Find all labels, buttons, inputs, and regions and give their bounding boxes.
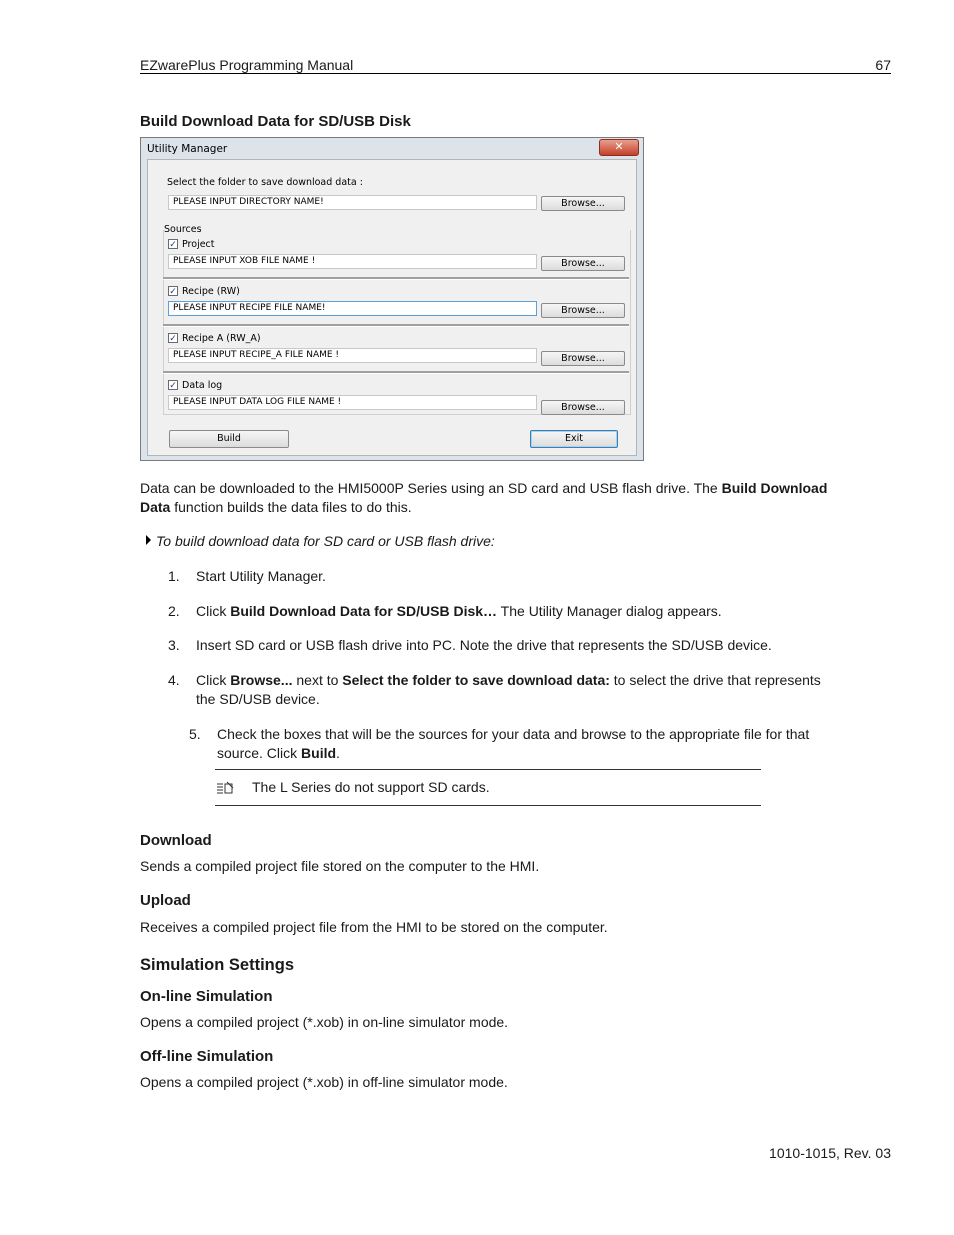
procedure-heading xyxy=(140,532,495,551)
sources-label: Sources xyxy=(164,224,202,235)
separator xyxy=(163,371,629,374)
browse-recipe-a-button[interactable]: Browse... xyxy=(541,351,625,366)
step-text: Insert SD card or USB flash drive into PC. Note the drive that represents the SD/USB device. xyxy=(196,637,772,653)
dialog-body xyxy=(147,159,637,456)
document-title: EZwarePlus Programming Manual xyxy=(140,57,354,73)
close-button[interactable] xyxy=(599,139,639,156)
step-text: Start Utility Manager. xyxy=(196,568,326,584)
intro-text: function builds the data files to do this. xyxy=(170,499,412,515)
step-number: 1. xyxy=(168,568,180,584)
utility-manager-dialog xyxy=(140,137,644,461)
intro-line-2 xyxy=(140,498,840,517)
dialog-title: Utility Manager xyxy=(147,143,228,155)
note-text: The L Series do not support SD cards. xyxy=(252,779,490,795)
project-label: Project xyxy=(182,239,215,250)
step-number: 2. xyxy=(168,603,180,619)
section-title: Build Download Data for SD/USB Disk xyxy=(140,113,411,130)
project-checkbox[interactable]: ✓ xyxy=(169,239,177,249)
page-number: 67 xyxy=(875,57,891,73)
document-id: 1010-1015, Rev. 03 xyxy=(769,1145,891,1161)
step-number: 5. xyxy=(189,726,201,742)
step-text: Click Browse... next to Select the folder to save download data: to select the drive that represents xyxy=(196,672,821,688)
step-text: Check the boxes that will be the sources for your data and browse to the appropriate file for that xyxy=(217,726,810,742)
upload-heading: Upload xyxy=(140,892,191,909)
online-simulation-heading: On-line Simulation xyxy=(140,988,273,1005)
browse-folder-button[interactable]: Browse... xyxy=(541,196,625,211)
note-top-rule xyxy=(215,769,761,770)
step-number: 3. xyxy=(168,637,180,653)
note-bottom-rule xyxy=(215,805,761,806)
folder-input[interactable]: PLEASE INPUT DIRECTORY NAME! xyxy=(168,195,537,210)
close-icon: ✕ xyxy=(614,141,624,153)
online-simulation-text: Opens a compiled project (*.xob) in on-line simulator mode. xyxy=(140,1014,509,1030)
step-number: 4. xyxy=(168,672,180,688)
recipe-a-label: Recipe A (RW_A) xyxy=(182,333,261,344)
data-log-file-input[interactable]: PLEASE INPUT DATA LOG FILE NAME ! xyxy=(168,395,537,410)
recipe-file-input[interactable]: PLEASE INPUT RECIPE FILE NAME! xyxy=(168,301,537,316)
recipe-a-file-input[interactable]: PLEASE INPUT RECIPE_A FILE NAME ! xyxy=(168,348,537,363)
intro-bold: Data xyxy=(140,499,171,515)
separator xyxy=(163,277,629,280)
recipe-checkbox[interactable]: ✓ xyxy=(169,286,177,296)
browse-project-button[interactable]: Browse... xyxy=(541,256,625,271)
download-text: Sends a compiled project file stored on the computer to the HMI. xyxy=(140,858,540,874)
intro-bold: Build Download xyxy=(721,480,828,496)
data-log-label: Data log xyxy=(182,380,223,391)
recipe-a-checkbox[interactable]: ✓ xyxy=(169,333,177,343)
intro-text: Data can be downloaded to the HMI5000P Series using an SD card and USB flash drive. The xyxy=(140,480,722,496)
folder-label: Select the folder to save download data : xyxy=(167,177,363,188)
procedure-title: To build download data for SD card or USB flash drive: xyxy=(156,533,495,549)
triangle-right-icon xyxy=(146,535,151,545)
header-rule xyxy=(140,73,891,74)
project-file-input[interactable]: PLEASE INPUT XOB FILE NAME ! xyxy=(168,254,537,269)
build-button[interactable]: Build xyxy=(169,430,289,448)
offline-simulation-heading: Off-line Simulation xyxy=(140,1048,274,1065)
browse-data-log-button[interactable]: Browse... xyxy=(541,400,625,415)
offline-simulation-text: Opens a compiled project (*.xob) in off-line simulator mode. xyxy=(140,1074,508,1090)
separator xyxy=(163,324,629,327)
note-icon xyxy=(216,781,234,795)
exit-button[interactable]: Exit xyxy=(530,430,618,448)
step-text-line2: source. Click Build. xyxy=(217,745,340,761)
simulation-heading: Simulation Settings xyxy=(140,956,295,974)
data-log-checkbox[interactable]: ✓ xyxy=(169,380,177,390)
upload-text: Receives a compiled project file from the HMI to be stored on the computer. xyxy=(140,919,608,935)
recipe-label: Recipe (RW) xyxy=(182,286,240,297)
browse-recipe-button[interactable]: Browse... xyxy=(541,303,625,318)
download-heading: Download xyxy=(140,832,212,849)
intro-line-1 xyxy=(140,479,840,498)
step-text-line2: the SD/USB device. xyxy=(196,691,320,707)
step-text: Click Build Download Data for SD/USB Disk… The Utility Manager dialog appears. xyxy=(196,603,722,619)
